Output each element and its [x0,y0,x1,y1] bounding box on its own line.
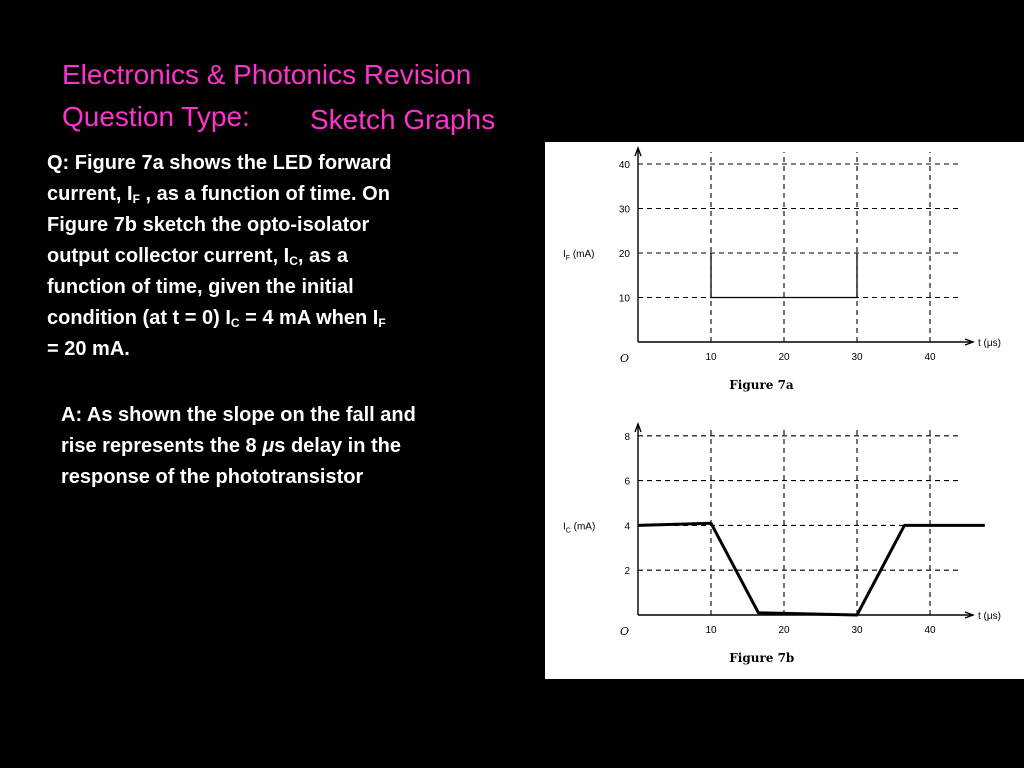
question-line-2 [47,179,517,210]
fig7b-ytick-4: 4 [624,521,630,533]
fig7a-ytick-40: 40 [618,160,630,171]
question-line-6-b: = 4 mA when I [239,307,379,329]
fig7b-xtick-40: 40 [924,625,936,636]
fig7a-xtick-40: 40 [924,352,936,363]
question-line-3: Figure 7b sketch the opto-isolator [47,214,370,236]
figure-panel [545,142,1024,679]
question-line-4-b: , as a [297,245,348,267]
subscript-c: C [230,316,240,330]
fig7b-xlabel: t (μs) [978,611,1001,622]
answer-line-2 [61,431,531,462]
question-line-4-a: output collector current, I [47,245,290,267]
fig7b-xtick-30: 30 [851,625,863,636]
question-line-6 [47,303,517,334]
fig7a-ytick-20: 20 [618,249,630,260]
fig7a-ylabel: $I_F$ (mA) [563,249,595,262]
fig7b-ytick-2: 2 [624,566,630,578]
fig7b-xtick-20: 20 [778,625,790,636]
question-line-2-a: current, I [47,183,133,205]
fig7a-caption: Figure 7a [729,378,794,392]
question-line-6-a: condition (at t = 0) I [47,307,231,329]
question-text [47,148,517,365]
fig7a-ytick-10: 10 [618,293,630,305]
question-line-7: = 20 mA. [47,338,130,360]
fig7a-ytick-30: 30 [618,204,630,216]
fig7a-xtick-20: 20 [778,352,790,363]
answer-line-2-b: s delay in the [274,435,401,457]
fig7a-origin: O [620,352,630,365]
question-type-label: Question Type: [62,101,250,132]
answer-line-3: response of the phototransistor [61,466,364,488]
slide-title: Electronics & Photonics Revision [62,59,472,90]
answer-line-2-a: rise represents the 8 [61,435,263,457]
answer-text [61,400,531,493]
fig7a-xtick-30: 30 [851,352,863,363]
subscript-f: F [378,316,386,330]
question-line-2-b: , as a function of time. On [139,183,390,205]
fig7b-caption: Figure 7b [729,651,795,665]
fig7b-origin: O [620,625,630,638]
question-line-4 [47,241,517,272]
question-line-5: function of time, given the initial [47,276,354,298]
mu-symbol: μ [262,435,275,457]
subscript-c: C [289,254,298,268]
fig7a-xlabel: t (μs) [978,338,1001,349]
answer-line-1: A: As shown the slope on the fall and [61,404,416,426]
fig7a-xtick-10: 10 [705,352,717,363]
fig7b-ytick-8: 8 [624,431,630,443]
question-line-1: Q: Figure 7a shows the LED forward [47,152,392,174]
question-type-value: Sketch Graphs [310,104,496,135]
figures-svg [545,142,1024,679]
fig7b-xtick-10: 10 [705,625,717,636]
fig7b-ytick-6: 6 [624,476,630,488]
fig7b-series-line-0 [638,523,985,615]
subscript-f: F [132,192,140,206]
fig7b-ylabel: $I_C$ (mA) [563,521,596,535]
